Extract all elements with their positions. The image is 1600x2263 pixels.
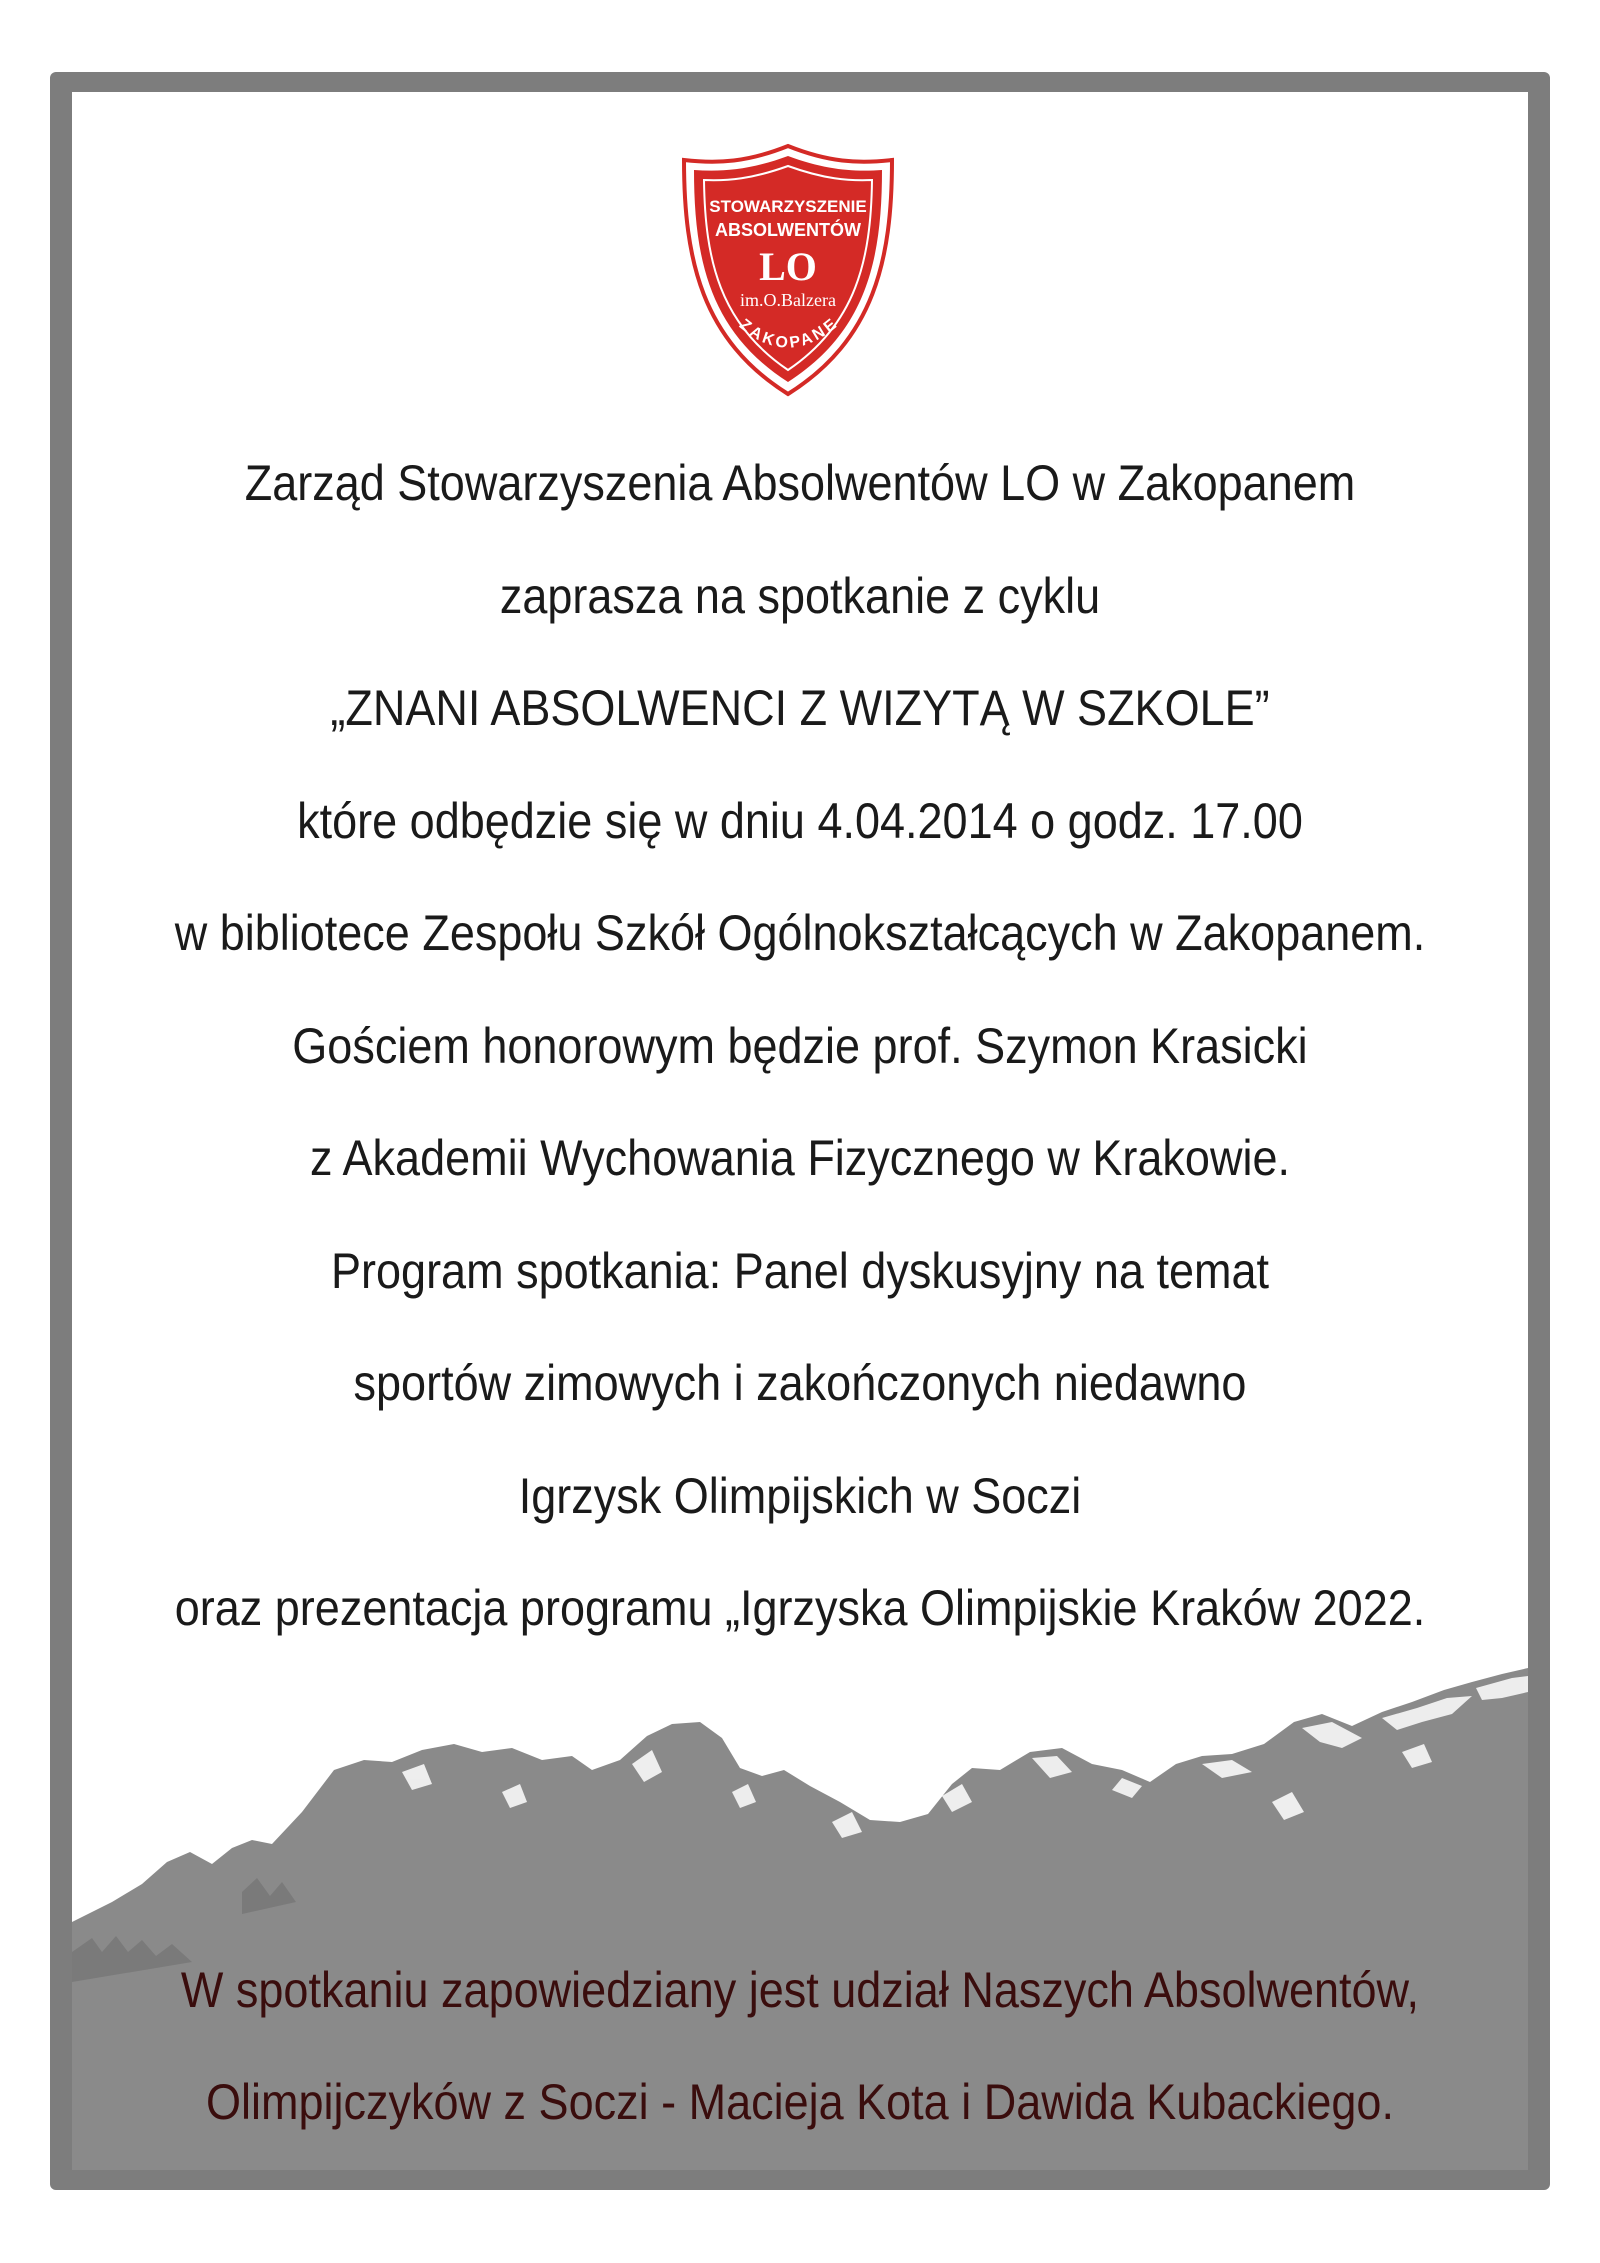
emblem-line-2: ABSOLWENTÓW [715,220,861,240]
invitation-line: Program spotkania: Panel dyskusyjny na temat [331,1242,1269,1299]
shield-logo-icon [678,140,898,400]
poster-frame [50,72,1550,2190]
invitation-line: które odbędzie się w dniu 4.04.2014 o godz. 17.00 [297,792,1303,849]
invitation-line: Igrzysk Olimpijskich w Soczi [518,1467,1082,1524]
poster-body [72,92,1528,2170]
invitation-line: Gościem honorowym będzie prof. Szymon Krasicki [292,1017,1308,1074]
announcement-line: W spotkaniu zapowiedziany jest udział Naszych Absolwentów, [180,1962,1420,2018]
emblem-arc-text: ZAKOPANE [736,314,843,352]
emblem-monogram: LO [759,244,817,289]
cycle-title: „ZNANI ABSOLWENCI Z WIZYTĄ W SZKOLE” [330,680,1270,736]
association-emblem [678,140,898,400]
emblem-line-1: STOWARZYSZENIE [709,197,867,216]
invitation-line: oraz prezentacja programu „Igrzyska Olimpijskie Kraków 2022. [174,1580,1426,1636]
emblem-line-3: im.O.Balzera [740,290,836,310]
announcement-line: Olimpijczyków z Soczi - Macieja Kota i Dawida Kubackiego. [206,2074,1394,2130]
invitation-line: z Akademii Wychowania Fizycznego w Krakowie. [310,1130,1290,1186]
olympians-announcement [72,1934,1528,2158]
invitation-line: w bibliotece Zespołu Szkół Ogólnokształcących w Zakopanem. [174,905,1426,961]
invitation-text [72,427,1528,1665]
invitation-line: Zarząd Stowarzyszenia Absolwentów LO w Zakopanem [244,455,1356,511]
invitation-line: zaprasza na spotkanie z cyklu [499,567,1101,624]
invitation-line: sportów zimowych i zakończonych niedawno [353,1355,1247,1411]
